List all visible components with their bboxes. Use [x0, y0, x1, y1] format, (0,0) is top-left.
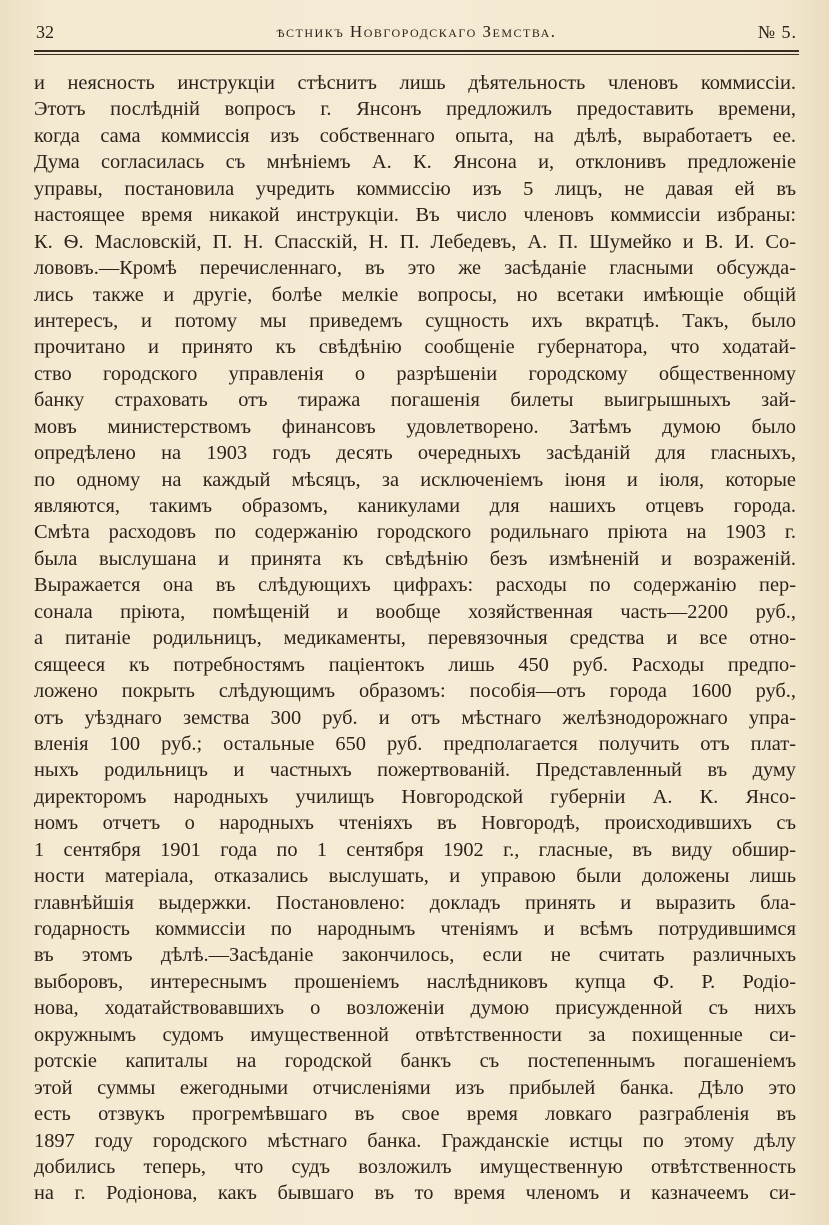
text-line: 1 сентября 1901 года по 1 сентября 1902 г., гласные, въ виду обшир-	[34, 838, 796, 861]
text-line: ности матеріала, отказались выслушать, и управою были доложены лишь	[34, 865, 796, 888]
text-line: ство городского управленія о разрѣшеніи городскому общественному	[34, 362, 796, 385]
text-line: мовъ министерствомъ финансовъ удовлетворено. Затѣмъ думою было	[34, 415, 796, 438]
text-line: добились теперь, что судъ возложилъ имущественную отвѣтственность	[34, 1155, 796, 1178]
text-line: по одному на каждый мѣсяцъ, за исключеніемъ іюня и іюля, которые	[34, 468, 796, 491]
text-line: есть отзвукъ прогремѣвшаго въ свое время ловкаго разграбленія въ	[34, 1103, 796, 1126]
text-line: нова, ходатайствовавшихъ о возложеніи думою присужденной съ нихъ	[34, 997, 796, 1020]
page-number: 32	[36, 22, 54, 42]
text-line: номъ отчетъ о народныхъ чтеніяхъ въ Новгородѣ, происходившихъ съ	[34, 812, 796, 835]
text-line: въ этомъ дѣлѣ.—Засѣданіе закончилось, если не считать различныхъ	[34, 944, 796, 967]
header-rule-thin	[34, 54, 799, 55]
text-line: директоромъ народныхъ училищъ Новгородской губерніи А. К. Янсо-	[34, 785, 796, 808]
text-line: окружнымъ судомъ имущественной отвѣтственности за похищенные си-	[34, 1023, 796, 1046]
text-line: лововъ.—Кромѣ перечисленнаго, въ это же засѣданіе гласными обсужда-	[34, 257, 796, 280]
text-line: Выражается она въ слѣдующихъ цифрахъ: расходы по содержанію пер-	[34, 574, 796, 597]
text-line: этой суммы ежегодными отчисленіями изъ прибылей банка. Дѣло это	[34, 1076, 796, 1099]
text-line: ротскіе капиталы на городской банкъ съ постепеннымъ погашеніемъ	[34, 1050, 796, 1073]
text-line: а питаніе родильницъ, медикаменты, перевязочныя средства и все отно-	[34, 627, 796, 650]
text-line: прочитано и принято къ свѣдѣнію сообщеніе губернатора, что ходатай-	[34, 336, 796, 359]
text-line: являются, такимъ образомъ, каникулами для нашихъ отцевъ города.	[34, 495, 796, 517]
header-rule-thick	[34, 50, 799, 52]
text-line: когда сама коммиссія изъ собственнаго опыта, на дѣлѣ, выработаетъ ее.	[34, 124, 796, 147]
text-line: ныхъ родильницъ и частныхъ пожертвованій. Представленный въ думу	[34, 759, 796, 782]
text-line: годарность коммиссіи по народнымъ чтеніямъ и всѣмъ потрудившимся	[34, 918, 796, 940]
text-line: банку страховать отъ тиража погашенія билеты выигрышныхъ зай-	[34, 389, 796, 412]
text-line: сонала пріюта, помѣщеній и вообще хозяйственная часть—2200 руб.,	[34, 600, 796, 623]
text-line: на г. Родіонова, какъ бывшаго въ то время членомъ и казначеемъ си-	[34, 1182, 796, 1205]
running-header	[36, 18, 797, 48]
journal-title: ѣстникъ Новгородскаго Земства.	[276, 22, 557, 41]
text-line: лись также и другіе, болѣе мелкіе вопросы, но всетаки имѣющіе общій	[34, 283, 796, 306]
issue-number: № 5.	[757, 22, 797, 42]
text-line: ложено покрыть слѣдующимъ образомъ: пособія—отъ города 1600 руб.,	[34, 680, 796, 703]
article-body	[34, 70, 796, 1207]
text-line: Дума согласилась съ мнѣніемъ А. К. Янсона и, отклонивъ предложеніе	[34, 151, 796, 174]
text-line: вленія 100 руб.; остальные 650 руб. предполагается получить отъ плат-	[34, 732, 796, 755]
text-line: отъ уѣзднаго земства 300 руб. и отъ мѣстнаго желѣзнодорожнаго упра-	[34, 706, 796, 729]
text-line: выборовъ, интереснымъ прошеніемъ наслѣдниковъ купца Ф. Р. Родіо-	[34, 970, 796, 993]
text-line: управы, постановила учредить коммиссію изъ 5 лицъ, не давая ей въ	[34, 177, 796, 200]
text-line: Этотъ послѣдній вопросъ г. Янсонъ предложилъ предоставить времени,	[34, 98, 796, 121]
text-line: сящееся къ потребностямъ паціентокъ лишь 450 руб. Расходы предпо-	[34, 653, 796, 676]
text-line: настоящее время никакой инструкціи. Въ число членовъ коммиссіи избраны:	[34, 204, 796, 227]
text-line: главнѣйшія выдержки. Постановлено: докладъ принять и выразить бла-	[34, 891, 796, 914]
text-line: 1897 году городского мѣстнаго банка. Гражданскіе истцы по этому дѣлу	[34, 1129, 796, 1152]
text-line: интересъ, и потому мы приведемъ сущность ихъ вкратцѣ. Такъ, было	[34, 309, 796, 332]
text-line: и неясность инструкціи стѣснитъ лишь дѣятельность членовъ коммиссіи.	[34, 72, 796, 94]
text-line: была выслушана и принята къ свѣдѣнію безъ измѣненій и возраженій.	[34, 547, 796, 570]
text-line: опредѣлено на 1903 годъ десять очередныхъ засѣданій для гласныхъ,	[34, 442, 796, 465]
text-line: Смѣта расходовъ по содержанію городского родильнаго пріюта на 1903 г.	[34, 521, 796, 544]
text-line: К. Ѳ. Масловскій, П. Н. Спасскій, Н. П. Лебедевъ, А. П. Шумейко и В. И. Со-	[34, 230, 796, 253]
